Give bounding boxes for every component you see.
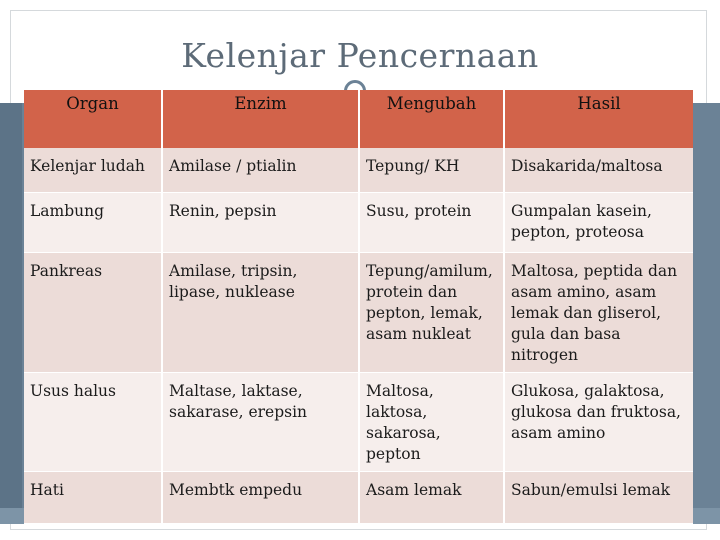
cell-hasil: Sabun/emulsi lemak <box>504 471 693 523</box>
table-row <box>24 192 693 252</box>
header-organ: Organ <box>24 90 162 148</box>
cell-mengubah: Asam lemak <box>359 471 504 523</box>
table-header-row <box>24 90 693 148</box>
cell-enzim: Amilase / ptialin <box>162 148 359 192</box>
cell-enzim: Membtk empedu <box>162 471 359 523</box>
digestive-glands-table <box>24 90 693 524</box>
cell-hasil: Gumpalan kasein, pepton, proteosa <box>504 192 693 252</box>
cell-mengubah: Maltosa, laktosa, sakarosa, pepton <box>359 372 504 471</box>
cell-organ: Lambung <box>24 192 162 252</box>
cell-hasil: Glukosa, galaktosa, glukosa dan fruktosa, asam amino <box>504 372 693 471</box>
cell-organ: Kelenjar ludah <box>24 148 162 192</box>
cell-hasil: Maltosa, peptida dan asam amino, asam lemak dan gliserol, gula dan basa nitrogen <box>504 252 693 372</box>
cell-enzim: Renin, pepsin <box>162 192 359 252</box>
table-row <box>24 471 693 523</box>
cell-hasil: Disakarida/maltosa <box>504 148 693 192</box>
cell-enzim: Maltase, laktase, sakarase, erepsin <box>162 372 359 471</box>
header-enzim: Enzim <box>162 90 359 148</box>
slide-title: Kelenjar Pencernaan <box>181 36 539 75</box>
cell-organ: Usus halus <box>24 372 162 471</box>
header-hasil: Hasil <box>504 90 693 148</box>
slide-left-accent <box>0 103 22 523</box>
cell-organ: Hati <box>24 471 162 523</box>
cell-enzim: Amilase, tripsin, lipase, nuklease <box>162 252 359 372</box>
cell-mengubah: Tepung/ KH <box>359 148 504 192</box>
table-row <box>24 148 693 192</box>
cell-mengubah: Susu, protein <box>359 192 504 252</box>
cell-organ: Pankreas <box>24 252 162 372</box>
table-row <box>24 372 693 471</box>
cell-mengubah: Tepung/amilum, protein dan pepton, lemak, asam nukleat <box>359 252 504 372</box>
table-row <box>24 252 693 372</box>
header-mengubah: Mengubah <box>359 90 504 148</box>
